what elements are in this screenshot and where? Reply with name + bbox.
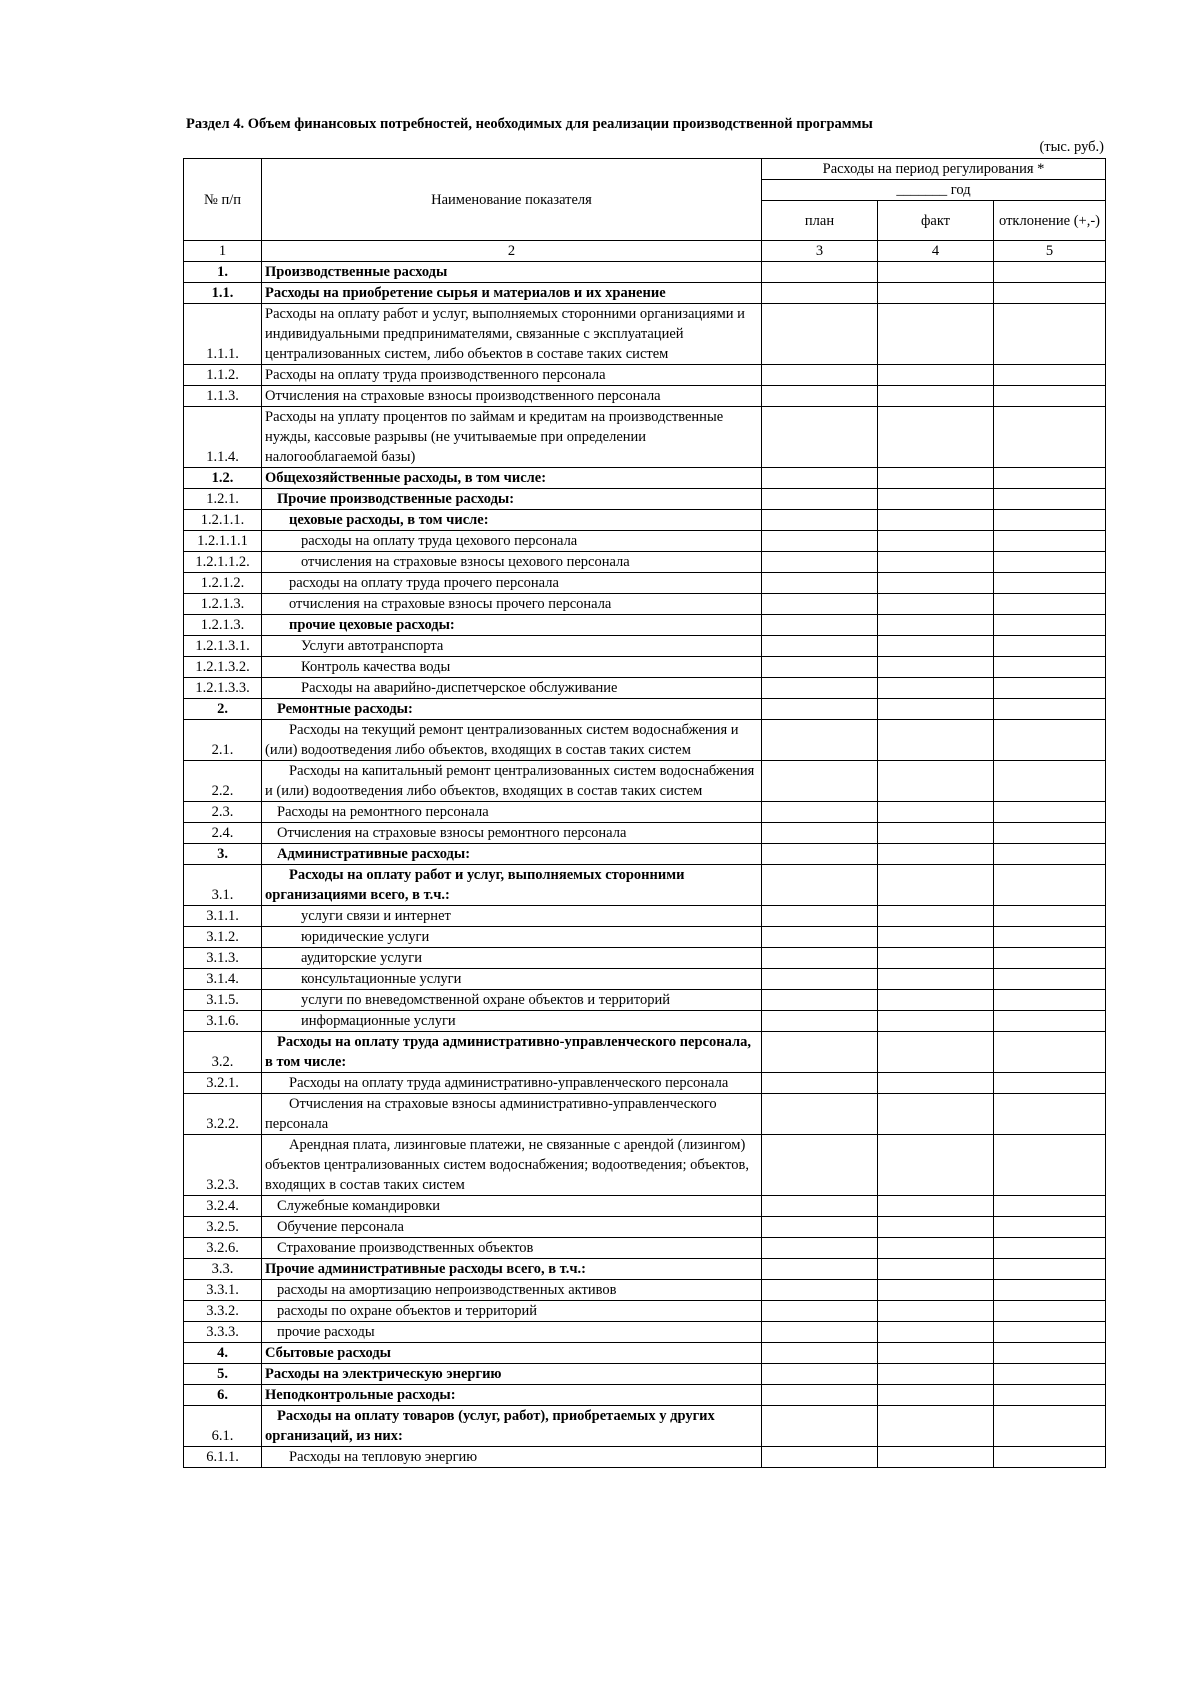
deviation-cell[interactable] (994, 844, 1106, 865)
fact-cell[interactable] (878, 573, 994, 594)
table-row (184, 489, 1106, 510)
fact-cell[interactable] (878, 407, 994, 468)
row-indicator-name: Неподконтрольные расходы: (262, 1385, 762, 1406)
header-expenses-period: Расходы на период регулирования * (762, 159, 1106, 180)
row-number: 1.2.1.3. (184, 615, 262, 636)
row-number: 1.1.3. (184, 386, 262, 407)
row-number: 1.2.1. (184, 489, 262, 510)
fact-cell[interactable] (878, 636, 994, 657)
row-number: 5. (184, 1364, 262, 1385)
row-indicator-name: Производственные расходы (262, 262, 762, 283)
row-indicator-name: Прочие административные расходы всего, в т.ч.: (262, 1259, 762, 1280)
table-row (184, 615, 1106, 636)
fact-cell[interactable] (878, 1217, 994, 1238)
plan-cell[interactable] (762, 386, 878, 407)
table-row (184, 1343, 1106, 1364)
deviation-cell[interactable] (994, 1259, 1106, 1280)
section-title: Раздел 4. Объем финансовых потребностей, необходимых для реализации производственной программы (186, 116, 873, 132)
table-row (184, 1364, 1106, 1385)
plan-cell[interactable] (762, 1385, 878, 1406)
table-row (184, 1280, 1106, 1301)
plan-cell[interactable] (762, 1406, 878, 1447)
deviation-cell[interactable] (994, 1011, 1106, 1032)
table-row (184, 1094, 1106, 1135)
plan-cell[interactable] (762, 1217, 878, 1238)
plan-cell[interactable] (762, 262, 878, 283)
row-indicator-name: Расходы на оплату труда административно-управленческого персонала, в том числе: (262, 1032, 762, 1073)
plan-cell[interactable] (762, 990, 878, 1011)
row-number: 1.2.1.1. (184, 510, 262, 531)
fact-cell[interactable] (878, 1196, 994, 1217)
table-row (184, 969, 1106, 990)
deviation-cell[interactable] (994, 594, 1106, 615)
table-row (184, 594, 1106, 615)
row-indicator-name: Отчисления на страховые взносы ремонтного персонала (262, 823, 762, 844)
deviation-cell[interactable] (994, 699, 1106, 720)
deviation-cell[interactable] (994, 1447, 1106, 1468)
row-number: 3.3.3. (184, 1322, 262, 1343)
row-indicator-name: Обучение персонала (262, 1217, 762, 1238)
plan-cell[interactable] (762, 865, 878, 906)
row-number: 1.2.1.1.1 (184, 531, 262, 552)
table-row (184, 1032, 1106, 1073)
table-row (184, 1135, 1106, 1196)
table-row (184, 407, 1106, 468)
header-plan: план (762, 201, 878, 241)
plan-cell[interactable] (762, 1343, 878, 1364)
fact-cell[interactable] (878, 969, 994, 990)
plan-cell[interactable] (762, 531, 878, 552)
table-row (184, 1073, 1106, 1094)
row-number: 3.2.5. (184, 1217, 262, 1238)
row-indicator-name: услуги связи и интернет (262, 906, 762, 927)
fact-cell[interactable] (878, 927, 994, 948)
table-row (184, 468, 1106, 489)
plan-cell[interactable] (762, 1135, 878, 1196)
fact-cell[interactable] (878, 468, 994, 489)
deviation-cell[interactable] (994, 573, 1106, 594)
row-indicator-name: Расходы на аварийно-диспетчерское обслуживание (262, 678, 762, 699)
deviation-cell[interactable] (994, 1322, 1106, 1343)
deviation-cell[interactable] (994, 1343, 1106, 1364)
deviation-cell[interactable] (994, 906, 1106, 927)
row-number: 3.3. (184, 1259, 262, 1280)
fact-cell[interactable] (878, 594, 994, 615)
fact-cell[interactable] (878, 1343, 994, 1364)
plan-cell[interactable] (762, 657, 878, 678)
deviation-cell[interactable] (994, 1238, 1106, 1259)
table-row (184, 531, 1106, 552)
row-number: 1.1.1. (184, 304, 262, 365)
fact-cell[interactable] (878, 1259, 994, 1280)
row-indicator-name: Отчисления на страховые взносы производственного персонала (262, 386, 762, 407)
table-row (184, 1011, 1106, 1032)
deviation-cell[interactable] (994, 407, 1106, 468)
table-row (184, 1322, 1106, 1343)
fact-cell[interactable] (878, 510, 994, 531)
deviation-cell[interactable] (994, 678, 1106, 699)
fact-cell[interactable] (878, 1032, 994, 1073)
row-number: 3.2. (184, 1032, 262, 1073)
table-row (184, 990, 1106, 1011)
fact-cell[interactable] (878, 386, 994, 407)
row-indicator-name: расходы на оплату труда цехового персонала (262, 531, 762, 552)
row-number: 1.2.1.3.3. (184, 678, 262, 699)
fact-cell[interactable] (878, 948, 994, 969)
plan-cell[interactable] (762, 761, 878, 802)
table-row (184, 720, 1106, 761)
fact-cell[interactable] (878, 699, 994, 720)
deviation-cell[interactable] (994, 1301, 1106, 1322)
header-fact: факт (878, 201, 994, 241)
row-indicator-name: Расходы на оплату работ и услуг, выполняемых сторонними организациями и индивидуальными предпринимателями, связанные с эксплуатацией централизованных систем, либо объектов в составе таких систем (262, 304, 762, 365)
row-indicator-name: Расходы на тепловую энергию (262, 1447, 762, 1468)
table-row (184, 1259, 1106, 1280)
deviation-cell[interactable] (994, 1280, 1106, 1301)
row-indicator-name: отчисления на страховые взносы прочего персонала (262, 594, 762, 615)
row-indicator-name: информационные услуги (262, 1011, 762, 1032)
row-number: 3.3.1. (184, 1280, 262, 1301)
row-indicator-name: расходы на амортизацию непроизводственных активов (262, 1280, 762, 1301)
fact-cell[interactable] (878, 304, 994, 365)
plan-cell[interactable] (762, 678, 878, 699)
plan-cell[interactable] (762, 1280, 878, 1301)
table-row (184, 365, 1106, 386)
unit-label: (тыс. руб.) (1039, 139, 1104, 155)
deviation-cell[interactable] (994, 720, 1106, 761)
row-number: 1.2.1.3.1. (184, 636, 262, 657)
fact-cell[interactable] (878, 531, 994, 552)
column-number: 5 (994, 241, 1106, 262)
plan-cell[interactable] (762, 636, 878, 657)
row-number: 1.2.1.3.2. (184, 657, 262, 678)
row-indicator-name: Прочие производственные расходы: (262, 489, 762, 510)
plan-cell[interactable] (762, 573, 878, 594)
row-number: 3.2.3. (184, 1135, 262, 1196)
row-number: 3.1.3. (184, 948, 262, 969)
plan-cell[interactable] (762, 969, 878, 990)
deviation-cell[interactable] (994, 552, 1106, 573)
table-row (184, 283, 1106, 304)
table-row (184, 1217, 1106, 1238)
row-number: 1.1. (184, 283, 262, 304)
row-number: 3.1.2. (184, 927, 262, 948)
row-number: 1.1.2. (184, 365, 262, 386)
row-indicator-name: Расходы на оплату труда производственного персонала (262, 365, 762, 386)
row-number: 2.4. (184, 823, 262, 844)
row-indicator-name: Расходы на уплату процентов по займам и кредитам на производственные нужды, кассовые разрывы (не учитываемые при определении налогооблагаемой базы) (262, 407, 762, 468)
fact-cell[interactable] (878, 1406, 994, 1447)
table-row (184, 1385, 1106, 1406)
plan-cell[interactable] (762, 1011, 878, 1032)
deviation-cell[interactable] (994, 823, 1106, 844)
row-number: 6. (184, 1385, 262, 1406)
row-indicator-name: цеховые расходы, в том числе: (262, 510, 762, 531)
fact-cell[interactable] (878, 1301, 994, 1322)
row-number: 2.2. (184, 761, 262, 802)
deviation-cell[interactable] (994, 489, 1106, 510)
deviation-cell[interactable] (994, 1385, 1106, 1406)
deviation-cell[interactable] (994, 531, 1106, 552)
deviation-cell[interactable] (994, 468, 1106, 489)
row-number: 2.1. (184, 720, 262, 761)
row-number: 3.2.2. (184, 1094, 262, 1135)
table-row (184, 761, 1106, 802)
table-row (184, 510, 1106, 531)
plan-cell[interactable] (762, 1032, 878, 1073)
plan-cell[interactable] (762, 844, 878, 865)
row-number: 1.1.4. (184, 407, 262, 468)
deviation-cell[interactable] (994, 657, 1106, 678)
row-number: 2.3. (184, 802, 262, 823)
deviation-cell[interactable] (994, 283, 1106, 304)
row-number: 1.2.1.2. (184, 573, 262, 594)
plan-cell[interactable] (762, 906, 878, 927)
row-indicator-name: прочие цеховые расходы: (262, 615, 762, 636)
deviation-cell[interactable] (994, 927, 1106, 948)
row-indicator-name: Ремонтные расходы: (262, 699, 762, 720)
row-number: 6.1.1. (184, 1447, 262, 1468)
table-row (184, 262, 1106, 283)
fact-cell[interactable] (878, 489, 994, 510)
plan-cell[interactable] (762, 510, 878, 531)
deviation-cell[interactable] (994, 761, 1106, 802)
table-row (184, 802, 1106, 823)
row-indicator-name: Расходы на оплату товаров (услуг, работ), приобретаемых у других организаций, из них: (262, 1406, 762, 1447)
column-number: 3 (762, 241, 878, 262)
deviation-cell[interactable] (994, 615, 1106, 636)
fact-cell[interactable] (878, 365, 994, 386)
row-number: 3.2.6. (184, 1238, 262, 1259)
table-row (184, 844, 1106, 865)
plan-cell[interactable] (762, 489, 878, 510)
header-number: № п/п (184, 159, 262, 241)
fact-cell[interactable] (878, 906, 994, 927)
row-indicator-name: аудиторские услуги (262, 948, 762, 969)
fact-cell[interactable] (878, 262, 994, 283)
plan-cell[interactable] (762, 1447, 878, 1468)
plan-cell[interactable] (762, 468, 878, 489)
row-number: 4. (184, 1343, 262, 1364)
fact-cell[interactable] (878, 761, 994, 802)
row-indicator-name: Расходы на текущий ремонт централизованных систем водоснабжения и (или) водоотведения либо объектов, входящих в состав таких систем (262, 720, 762, 761)
column-number: 1 (184, 241, 262, 262)
plan-cell[interactable] (762, 927, 878, 948)
deviation-cell[interactable] (994, 1073, 1106, 1094)
row-number: 1.2.1.3. (184, 594, 262, 615)
plan-cell[interactable] (762, 1238, 878, 1259)
row-indicator-name: Расходы на оплату труда административно-управленческого персонала (262, 1073, 762, 1094)
plan-cell[interactable] (762, 594, 878, 615)
row-indicator-name: Расходы на ремонтного персонала (262, 802, 762, 823)
fact-cell[interactable] (878, 1364, 994, 1385)
plan-cell[interactable] (762, 1073, 878, 1094)
row-indicator-name: Общехозяйственные расходы, в том числе: (262, 468, 762, 489)
column-number: 4 (878, 241, 994, 262)
deviation-cell[interactable] (994, 365, 1106, 386)
deviation-cell[interactable] (994, 386, 1106, 407)
row-number: 3. (184, 844, 262, 865)
table-row (184, 906, 1106, 927)
fact-cell[interactable] (878, 615, 994, 636)
table-row (184, 865, 1106, 906)
deviation-cell[interactable] (994, 304, 1106, 365)
deviation-cell[interactable] (994, 802, 1106, 823)
fact-cell[interactable] (878, 678, 994, 699)
deviation-cell[interactable] (994, 636, 1106, 657)
deviation-cell[interactable] (994, 1094, 1106, 1135)
plan-cell[interactable] (762, 1322, 878, 1343)
fact-cell[interactable] (878, 1011, 994, 1032)
header-year: _______ год (762, 180, 1106, 201)
header-indicator-name: Наименование показателя (262, 159, 762, 241)
row-indicator-name: услуги по вневедомственной охране объектов и территорий (262, 990, 762, 1011)
deviation-cell[interactable] (994, 969, 1106, 990)
row-indicator-name: Страхование производственных объектов (262, 1238, 762, 1259)
fact-cell[interactable] (878, 1094, 994, 1135)
row-number: 3.2.4. (184, 1196, 262, 1217)
table-row (184, 1238, 1106, 1259)
plan-cell[interactable] (762, 1364, 878, 1385)
row-indicator-name: расходы на оплату труда прочего персонала (262, 573, 762, 594)
row-indicator-name: юридические услуги (262, 927, 762, 948)
table-row (184, 573, 1106, 594)
row-number: 1.2.1.1.2. (184, 552, 262, 573)
row-number: 1. (184, 262, 262, 283)
plan-cell[interactable] (762, 1301, 878, 1322)
row-indicator-name: Отчисления на страховые взносы административно-управленческого персонала (262, 1094, 762, 1135)
fact-cell[interactable] (878, 1322, 994, 1343)
plan-cell[interactable] (762, 1196, 878, 1217)
row-indicator-name: расходы по охране объектов и территорий (262, 1301, 762, 1322)
table-row (184, 636, 1106, 657)
row-indicator-name: прочие расходы (262, 1322, 762, 1343)
fact-cell[interactable] (878, 844, 994, 865)
table-row (184, 699, 1106, 720)
row-indicator-name: Расходы на капитальный ремонт централизованных систем водоснабжения и (или) водоотведения либо объектов, входящих в состав таких систем (262, 761, 762, 802)
row-number: 3.1. (184, 865, 262, 906)
row-number: 3.1.4. (184, 969, 262, 990)
plan-cell[interactable] (762, 552, 878, 573)
plan-cell[interactable] (762, 948, 878, 969)
deviation-cell[interactable] (994, 1406, 1106, 1447)
deviation-cell[interactable] (994, 1196, 1106, 1217)
deviation-cell[interactable] (994, 1217, 1106, 1238)
row-number: 3.1.6. (184, 1011, 262, 1032)
fact-cell[interactable] (878, 657, 994, 678)
plan-cell[interactable] (762, 283, 878, 304)
deviation-cell[interactable] (994, 990, 1106, 1011)
fact-cell[interactable] (878, 1447, 994, 1468)
plan-cell[interactable] (762, 365, 878, 386)
row-indicator-name: консультационные услуги (262, 969, 762, 990)
fact-cell[interactable] (878, 1073, 994, 1094)
plan-cell[interactable] (762, 720, 878, 761)
row-indicator-name: Контроль качества воды (262, 657, 762, 678)
header-deviation: отклонение (+,-) (994, 201, 1106, 241)
row-number: 6.1. (184, 1406, 262, 1447)
fact-cell[interactable] (878, 865, 994, 906)
fact-cell[interactable] (878, 283, 994, 304)
plan-cell[interactable] (762, 407, 878, 468)
table-row (184, 304, 1106, 365)
fact-cell[interactable] (878, 552, 994, 573)
plan-cell[interactable] (762, 1259, 878, 1280)
plan-cell[interactable] (762, 699, 878, 720)
table-row (184, 678, 1106, 699)
fact-cell[interactable] (878, 823, 994, 844)
fact-cell[interactable] (878, 1385, 994, 1406)
row-indicator-name: Расходы на приобретение сырья и материалов и их хранение (262, 283, 762, 304)
row-number: 2. (184, 699, 262, 720)
table-row (184, 386, 1106, 407)
deviation-cell[interactable] (994, 262, 1106, 283)
fact-cell[interactable] (878, 1280, 994, 1301)
row-indicator-name: Арендная плата, лизинговые платежи, не связанные с арендой (лизингом) объектов централизованных систем водоснабжения; водоотведения; объектов, входящих в состав таких систем (262, 1135, 762, 1196)
fact-cell[interactable] (878, 720, 994, 761)
deviation-cell[interactable] (994, 1135, 1106, 1196)
table-row (184, 657, 1106, 678)
row-indicator-name: Расходы на электрическую энергию (262, 1364, 762, 1385)
row-number: 1.2. (184, 468, 262, 489)
table-row (184, 1196, 1106, 1217)
plan-cell[interactable] (762, 823, 878, 844)
row-indicator-name: Административные расходы: (262, 844, 762, 865)
financial-needs-table (183, 158, 1106, 1468)
fact-cell[interactable] (878, 802, 994, 823)
deviation-cell[interactable] (994, 1032, 1106, 1073)
table-row (184, 1447, 1106, 1468)
deviation-cell[interactable] (994, 510, 1106, 531)
deviation-cell[interactable] (994, 948, 1106, 969)
table-row (184, 552, 1106, 573)
deviation-cell[interactable] (994, 1364, 1106, 1385)
column-number: 2 (262, 241, 762, 262)
plan-cell[interactable] (762, 1094, 878, 1135)
row-number: 3.1.5. (184, 990, 262, 1011)
table-row (184, 948, 1106, 969)
plan-cell[interactable] (762, 802, 878, 823)
table-row (184, 1301, 1106, 1322)
row-indicator-name: Расходы на оплату работ и услуг, выполняемых сторонними организациями всего, в т.ч.: (262, 865, 762, 906)
row-number: 3.3.2. (184, 1301, 262, 1322)
row-indicator-name: Сбытовые расходы (262, 1343, 762, 1364)
table-row (184, 823, 1106, 844)
fact-cell[interactable] (878, 990, 994, 1011)
row-indicator-name: Услуги автотранспорта (262, 636, 762, 657)
fact-cell[interactable] (878, 1135, 994, 1196)
fact-cell[interactable] (878, 1238, 994, 1259)
plan-cell[interactable] (762, 615, 878, 636)
table-row (184, 927, 1106, 948)
row-number: 3.1.1. (184, 906, 262, 927)
row-number: 3.2.1. (184, 1073, 262, 1094)
table-row (184, 1406, 1106, 1447)
row-indicator-name: отчисления на страховые взносы цехового персонала (262, 552, 762, 573)
row-indicator-name: Служебные командировки (262, 1196, 762, 1217)
plan-cell[interactable] (762, 304, 878, 365)
deviation-cell[interactable] (994, 865, 1106, 906)
